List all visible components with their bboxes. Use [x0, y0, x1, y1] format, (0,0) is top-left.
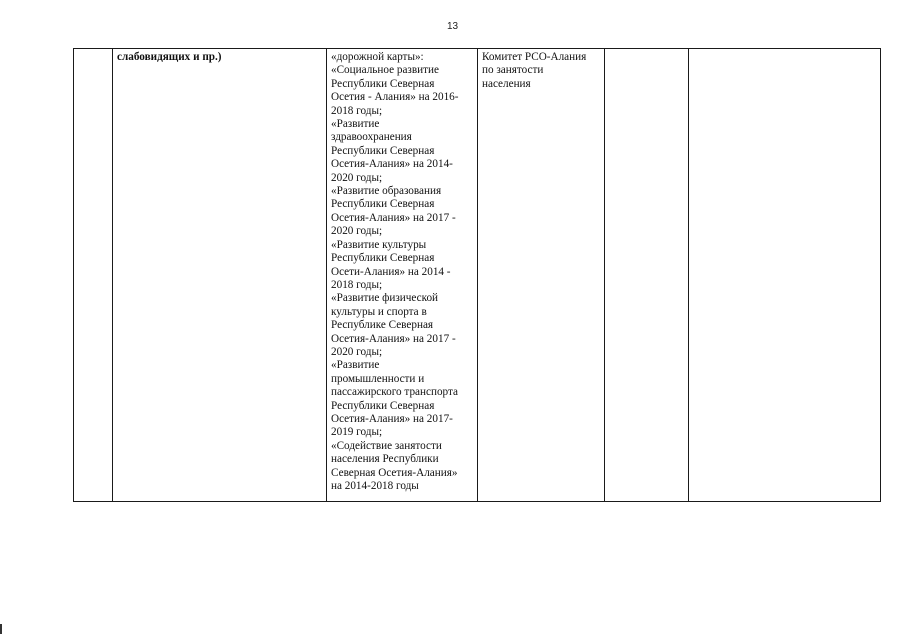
cell-measure-text: слабовидящих и пр.) — [117, 51, 222, 63]
scan-edge-mark — [0, 624, 2, 634]
table-cell-deadline — [605, 49, 689, 502]
table-cell-result — [689, 49, 881, 502]
table-cell-measure — [113, 49, 327, 502]
table-cell-responsible — [478, 49, 605, 502]
cell-programs-text: «дорожной карты»: «Социальное развитие Республики Северная Осетия - Алания» на 2016- 2018 годы; «Развитие здравоохранения Республики Северная Осетия-Алания» на 2014- 2020 годы; «Развитие образования Республики Северная Осетия-Алания» на 2017 - 2020 годы; «Развитие культуры Республики Северная Осети-Алания» на 2014 - 2018 годы; «Развитие физической культуры и спорта в Республике Северная Осетия-Алания» на 2017 - 2020 годы; «Развитие промышленности и пассажирского транспорта Республики Северная Осетия-Алания» на 2017- 2019 годы; «Содействие занятости населения Республики Северная Осетия-Алания» на 2014-2018 годы — [331, 51, 459, 492]
table-row — [74, 49, 881, 502]
cell-responsible-text: Комитет РСО-Алания по занятости населения — [482, 51, 587, 90]
measures-table — [73, 48, 881, 502]
table-cell-programs — [327, 49, 478, 502]
table-cell-number — [74, 49, 113, 502]
page-number: 13 — [446, 21, 459, 32]
